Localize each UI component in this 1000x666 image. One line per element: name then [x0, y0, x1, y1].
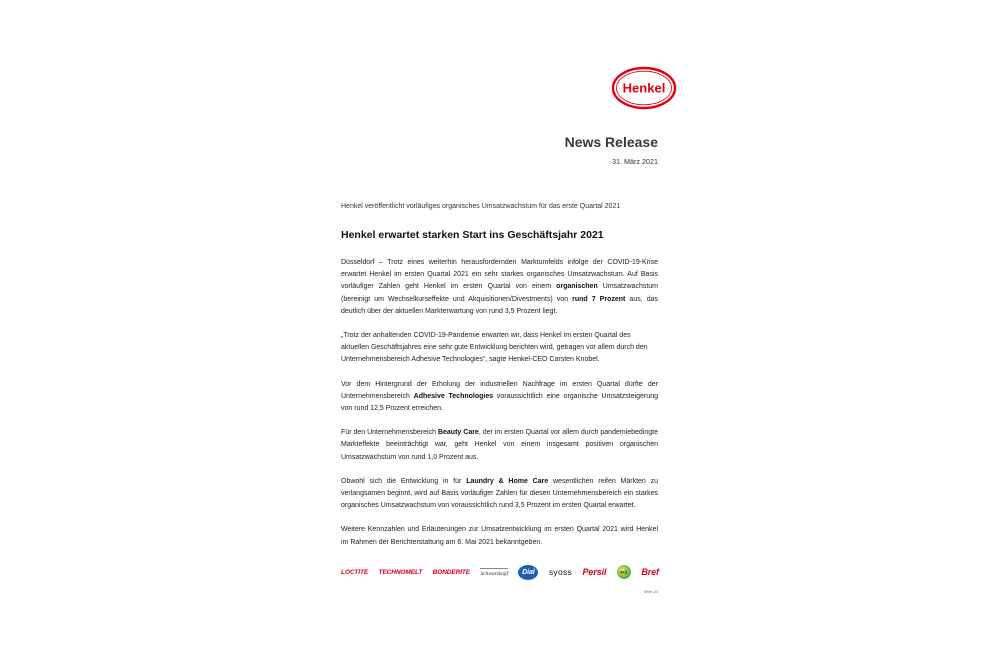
p1-text-d: aus, das deutlich über der aktuellen Markterwartung von rund 3,5 Prozent liegt. [341, 295, 658, 315]
brand-schwarzkopf: Schwarzkopf [480, 568, 508, 577]
paragraph-2: „Trotz der anhaltenden COVID-19-Pandemie erwarten wir, dass Henkel im ersten Quartal des aktuellen Geschäftsjahres eine sehr gute Entwicklung berichten wird, getragen vor allem durch den Unternehmensbereich Adhesive Technologies“, sagte Henkel-CEO Carsten Knobel. [341, 332, 648, 364]
p1-bold-organic: organischen [556, 283, 598, 291]
brand-dial: Dial [518, 565, 538, 580]
brand-persil: Persil [582, 567, 607, 577]
release-body [341, 257, 658, 561]
release-subtitle: Henkel veröffentlicht vorläufiges organisches Umsatzwachstum für das erste Quartal 2021 [341, 203, 621, 210]
page-number: Seite 1/3 [643, 590, 658, 594]
p3-text-c: voraussichtlich eine organische Umsatzsteigerung von rund 12,5 Prozent erreichen. [341, 392, 658, 413]
p1-text-c: Umsatzwachstum (bereinigt um Wechselkurseffekte und Akquisitionen/Divestments) von [341, 283, 659, 303]
henkel-logo-mark [611, 66, 677, 110]
p4-text-c: , der im ersten Quartal vor allem durch pandemiebedingte Markteffekte beeinträchtigt war, geht Henkel von einem insgesamt positiven organischen Umsatzwachstum von rund 1,0 Prozent aus. [341, 429, 658, 461]
paragraph-4 [341, 427, 658, 464]
brand-technomelt: TECHNOMELT [378, 568, 423, 576]
p1-text-a: Düsseldorf – Trotz eines weiterhin herausfordernden Marktumfelds infolge der COVID-19-Krise erwartet Henkel im ersten Quartal 2021 ein sehr starkes organisches Umsatzwachstum. Auf Basis vorläufiger Zahlen geht Henkel im ersten Quartal von einem [341, 259, 658, 291]
p5-text-c: wesentlichen reifen Märkten zu verlangsamen beginnt, wird auf Basis vorläufiger Zahlen für diesen Unternehmensbereich ein starkes organisches Umsatzwachstum von voraussichtlich rund 3,5 Prozent im ersten Quartal erwartet. [341, 477, 658, 510]
brand-bonderite: BONDERITE [432, 568, 471, 576]
paragraph-3 [341, 379, 658, 416]
brand-loctite: LOCTITE [341, 568, 369, 576]
brand-syoss: syoss [548, 567, 573, 577]
p5-bold-laundry: Laundry & Home Care [466, 477, 549, 485]
brand-logo-row [341, 561, 659, 583]
release-headline: Henkel erwartet starken Start ins Geschäftsjahr 2021 [341, 229, 604, 241]
release-title: News Release [564, 134, 658, 150]
paragraph-1 [341, 257, 658, 318]
p4-text-a: Für den Unternehmensbereich [341, 429, 438, 437]
p3-bold-adhesive: Adhesive Technologies [413, 392, 494, 400]
p4-bold-beauty: Beauty Care [437, 429, 479, 437]
brand-pril: Pril [617, 565, 631, 579]
henkel-logo [611, 66, 677, 110]
logo-wordmark: Henkel [622, 80, 666, 96]
p3-text-a: Vor dem Hintergrund der Erholung der industriellen Nachfrage im ersten Quartal dürfte der Unternehmensbereich [341, 380, 658, 400]
paragraph-5 [341, 476, 658, 513]
brand-bref: Bref [641, 567, 659, 577]
p1-bold-growth: rund 7 Prozent [572, 295, 626, 303]
paragraph-6: Weitere Kennzahlen und Erläuterungen zur Umsatzentwicklung im ersten Quartal 2021 wird Henkel im Rahmen der Berichterstattung am 6. Mai 2021 bekanntgeben. [341, 526, 658, 546]
p5-text-a: Obwohl sich die Entwicklung in für [341, 477, 467, 485]
release-date: 31. März 2021 [612, 157, 658, 166]
